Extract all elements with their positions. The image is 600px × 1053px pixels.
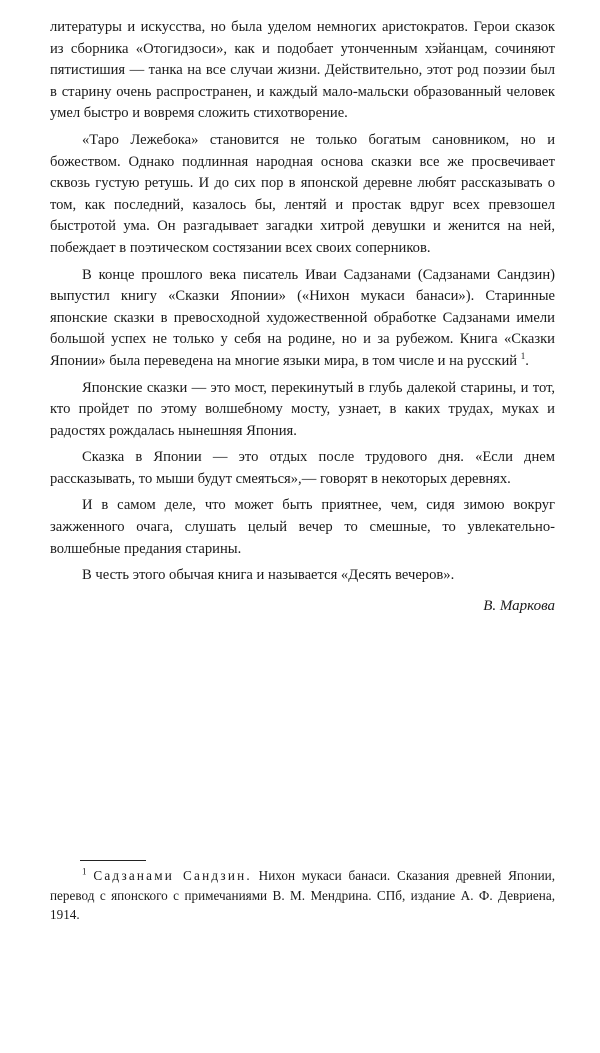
footnote-text: Нихон мукаси банаси. Сказания древней Японии, перевод с японского с примечаниями В. М. Мендрина. СПб, издание А. Ф. Девриена, 1914. [50, 868, 556, 922]
paragraph-2: «Таро Лежебока» становится не только богатым сановником, но и божеством. Однако подлинная народная основа сказки все же просвечивает сквозь густую ретушь. И до сих пор в японской деревне любят рассказывать о том, как последний, казалось бы, лентяй и простак вдруг всех превзошел быстротой ума. Он разгадывает загадки хитрой девушки и женится на ней, побеждает в поэтическом состязании всех своих соперников. [50, 131, 555, 256]
paragraph-4: Японские сказки — это мост, перекинутый в глубь далекой старины, и тот, кто пройдет по этому волшебному мосту, узнает, в каких трудах, муках и радостях рождалась нынешняя Япония. [50, 379, 555, 439]
footnote-1 [50, 866, 555, 925]
footnote-number: 1 [82, 866, 87, 877]
paragraph-7: В честь этого обычая книга и называется «Десять вечеров». [82, 567, 455, 584]
footnote-divider [80, 860, 146, 861]
paragraph-3: В конце прошлого века писатель Иваи Садзанами (Садзанами Сандзин) выпустил книгу «Сказки Японии» («Нихон мукаси банаси»). Старинные японские сказки в превосходной художественной обработке Садзанами имели большой успех не только у себя на родине, но и за рубежом. Книга «Сказки Японии» была переведена на многие языки мира, в том числе и на русский $^1$. [50, 266, 555, 369]
paragraph-6: И в самом деле, что может быть приятнее, чем, сидя зимою вокруг зажженного очага, слушать целый вечер то смешные, то увлекательно-волшебные предания старины. [50, 497, 555, 557]
footnote-reference: 1 [520, 351, 526, 362]
paragraph-1: литературы и искусства, но была уделом немногих аристократов. Герои сказок из сборника «Отогидзоси», как и подобает утонченным хэйанцам, сочиняют пятистишия — танка на все случаи жизни. Действительно, этот род поэзии был в старину очень распространен, и каждый мало-мальски образованный человек умел быстро и вовремя сложить стихотворение. [50, 19, 555, 122]
paragraph-3-text: В конце прошлого века писатель Иваи Садзанами (Садзанами Сандзин) выпустил книгу «Сказки Японии» («Нихон мукаси банаси»). Старинные японские сказки в превосходной художественной обработке Садзанами имели большой успех не только у себя на родине, но и за рубежом. Книга «Сказки Японии» была переведена на многие языки мира, в том числе и на русский [50, 266, 555, 369]
main-text [50, 17, 555, 617]
footnotes [50, 866, 555, 925]
paragraph-5: Сказка в Японии — это отдых после трудового дня. «Если днем рассказывать, то мыши будут смеяться»,— говорят в некоторых деревнях. [50, 449, 555, 487]
author-signature: В. Маркова [483, 597, 555, 614]
footnote-author: Садзанами Сандзин. [93, 868, 252, 883]
